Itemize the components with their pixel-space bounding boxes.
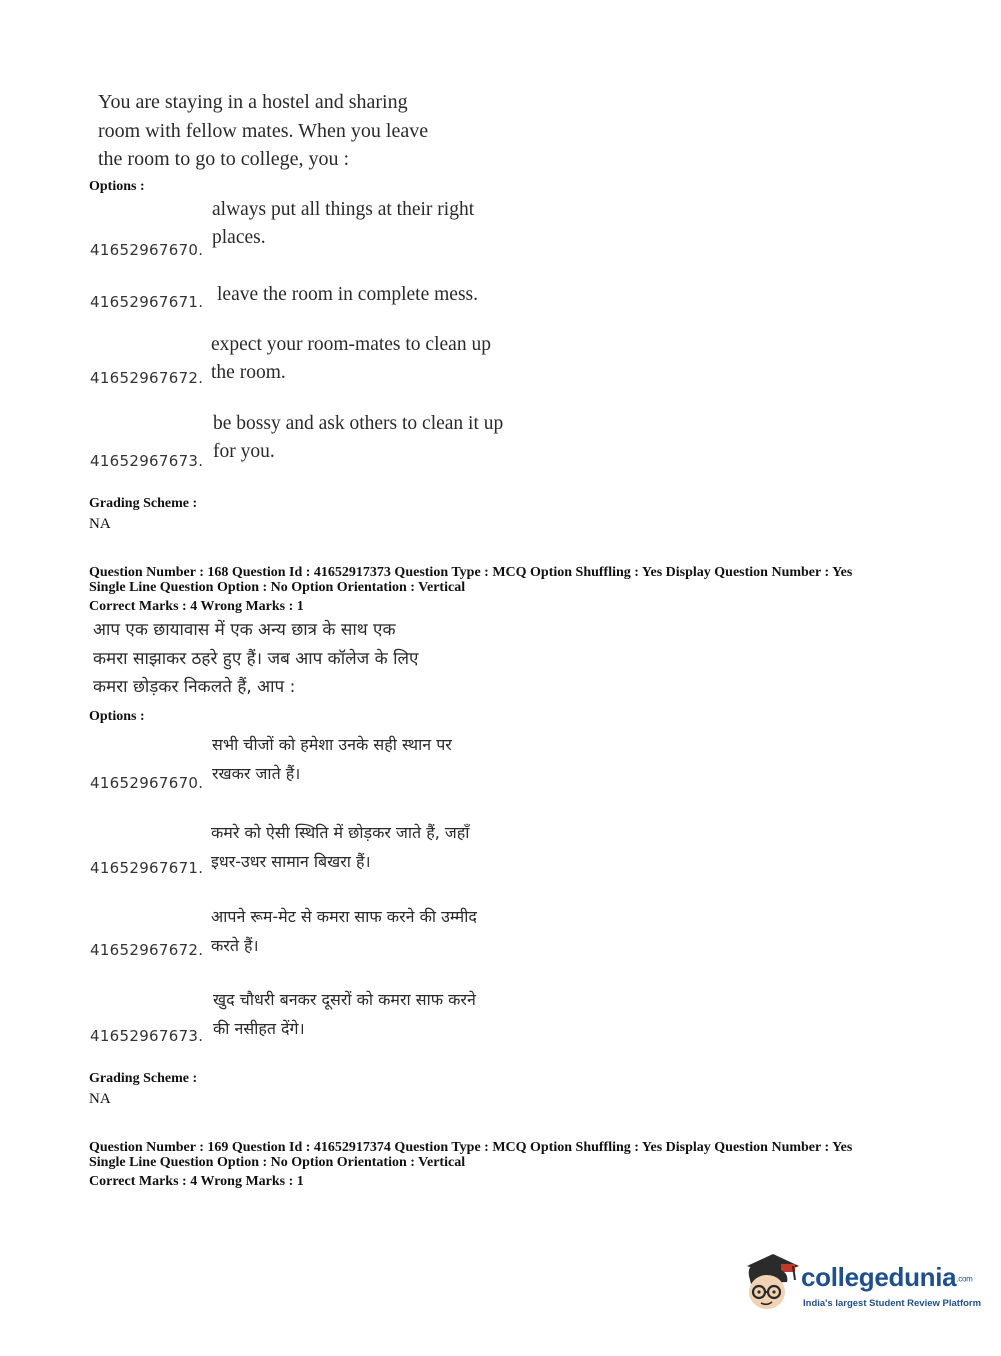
option-line: always put all things at their right [212,199,475,220]
q167-option-text [213,410,523,466]
option-line: इधर-उधर सामान बिखरा हैं। [211,852,371,871]
meta-line: Single Line Question Option : No Option Orientation : Vertical [89,580,466,595]
q167-option-text [211,331,521,387]
q168-option-text [211,818,531,876]
option-line: be bossy and ask others to clean it up [213,413,504,434]
option-line: आपने रूम-मेट से कमरा साफ करने की उम्मीद [211,907,477,926]
q167-question [98,88,428,174]
q169-marks: Correct Marks : 4 Wrong Marks : 1 [89,1174,304,1189]
q168-grading-value: NA [89,1091,111,1107]
q168-options-label: Options : [89,709,145,724]
option-line: expect your room-mates to clean up [211,334,491,355]
meta-line: Single Line Question Option : No Option Orientation : Vertical [89,1155,466,1170]
brand-suffix: .com [956,1274,973,1284]
q168-grading-label: Grading Scheme : [89,1071,198,1086]
q168-meta [89,565,852,595]
q167-option-text [212,196,522,252]
question-line: the room to go to college, you : [98,148,350,170]
q167-option-id: 41652967672. [90,369,204,387]
q168-option-id: 41652967672. [90,941,204,959]
option-line: places. [212,227,266,248]
q167-option-id: 41652967670. [90,241,204,259]
brand-tagline: India's largest Student Review Platform [803,1298,982,1309]
option-line: सभी चीजों को हमेशा उनके सही स्थान पर [212,735,452,754]
q168-option-id: 41652967671. [90,859,204,877]
q168-option-text [213,985,533,1043]
question-line: room with fellow mates. When you leave [98,119,429,142]
q169-meta [89,1140,852,1170]
brand-wordmark: collegedunia [801,1262,957,1292]
option-line: रखकर जाते हैं। [212,764,301,783]
meta-line: Question Number : 168 Question Id : 41652917373 Question Type : MCQ Option Shuffling : Yes Display Question Number : Yes [89,565,853,580]
q168-marks: Correct Marks : 4 Wrong Marks : 1 [89,599,304,614]
option-line: खुद चौधरी बनकर दूसरों को कमरा साफ करने [213,990,476,1009]
q168-option-id: 41652967673. [90,1027,204,1045]
question-line: कमरा साझाकर ठहरे हुए हैं। जब आप कॉलेज के लिए [93,648,419,669]
q167-options-label: Options : [89,179,145,194]
q168-option-text [212,730,532,788]
option-line: for you. [213,441,275,462]
q168-option-text [211,902,531,960]
option-line: leave the room in complete mess. [217,284,479,305]
option-line: की नसीहत देंगे। [213,1019,305,1038]
q167-option-text [217,281,527,309]
q168-option-id: 41652967670. [90,774,204,792]
question-line: कमरा छोड़कर निकलते हैं, आप : [93,677,296,697]
option-line: कमरे को ऐसी स्थिति में छोड़कर जाते हैं, जहाँ [211,823,470,842]
option-line: करते हैं। [211,936,259,955]
meta-line: Question Number : 169 Question Id : 41652917374 Question Type : MCQ Option Shuffling : Yes Display Question Number : Yes [89,1140,853,1155]
collegedunia-logo [741,1248,982,1318]
q167-option-id: 41652967673. [90,452,204,470]
question-line: आप एक छायावास में एक अन्य छात्र के साथ एक [93,620,396,640]
student-mascot-icon [741,1250,799,1312]
q167-grading-value: NA [89,516,111,532]
brand-name [801,1262,972,1293]
q168-question [93,616,418,702]
q167-option-id: 41652967671. [90,293,204,311]
q167-grading-label: Grading Scheme : [89,496,198,511]
question-line: You are staying in a hostel and sharing [98,91,408,113]
option-line: the room. [211,362,286,383]
